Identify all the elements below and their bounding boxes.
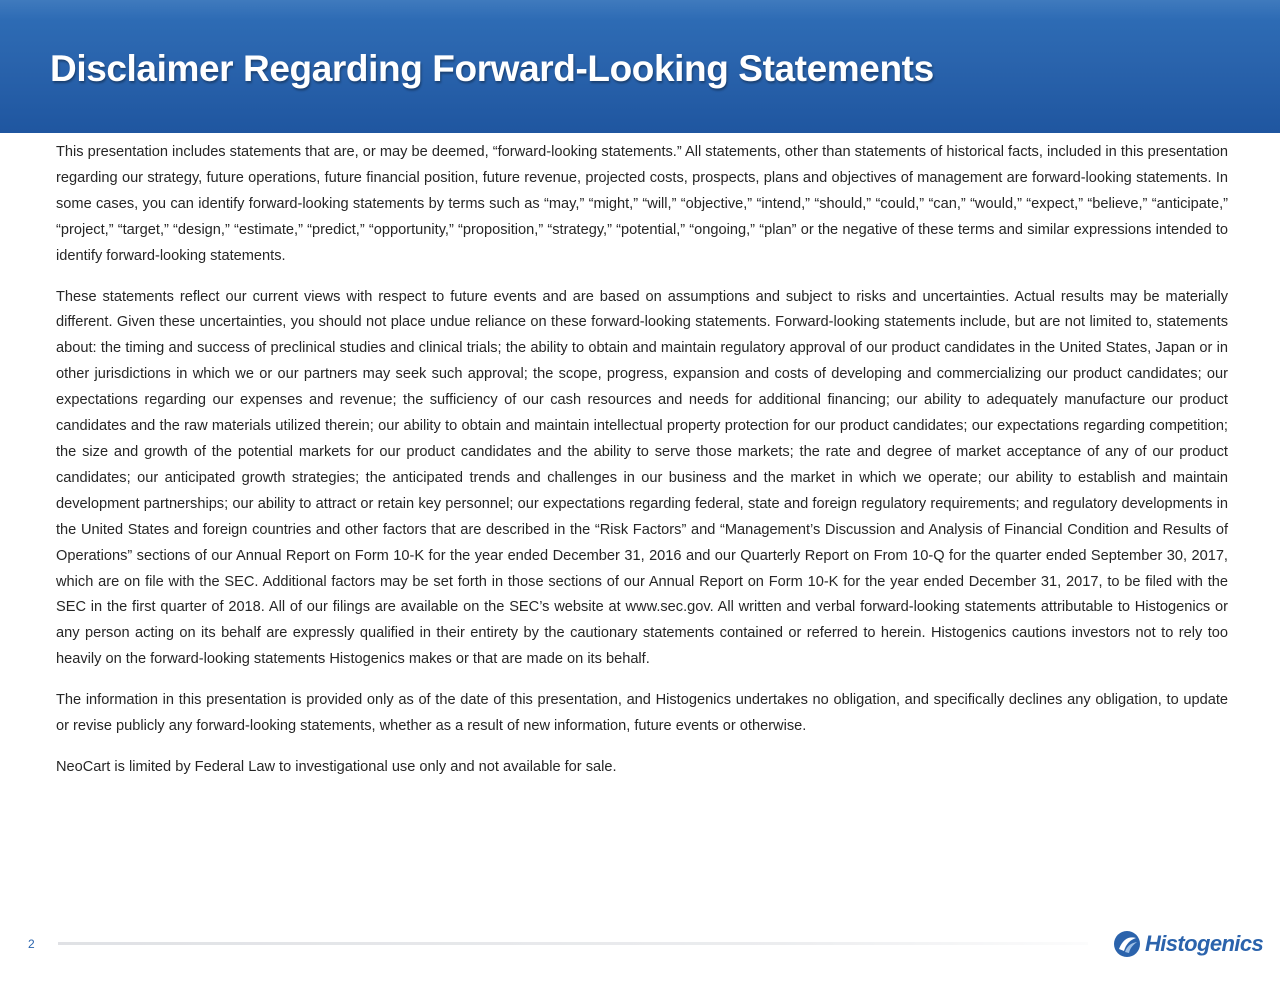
brand-name: Histogenics bbox=[1145, 931, 1264, 956]
histogenics-logo bbox=[1112, 928, 1263, 960]
intro-paragraph: This presentation includes statements that are, or may be deemed, “forward-looking statements.” All statements, other than statements of historical facts, included in this presentation regarding our strategy, future operations, future financial position, future revenue, projected costs, prospects, plans and objectives of management are forward-looking statements. In some cases, you can identify forward-looking statements by terms such as “may,” “might,” “will,” “objective,” “intend,” “should,” “could,” “can,” “would,” “expect,” “believe,” “anticipate,” “project,” “target,” “design,” “estimate,” “predict,” “opportunity,” “proposition,” “strategy,” “potential,” “ongoing,” “plan” or the negative of these terms and similar expressions intended to identify forward-looking statements. bbox=[56, 144, 1228, 264]
risk-paragraph: These statements reflect our current views with respect to future events and are based on assumptions and subject to risks and uncertainties. Actual results may be materially different. Given these uncertainties, you should not place undue reliance on these forward-looking statements. Forward-looking statements include, but are not limited to, statements about: the timing and success of preclinical studies and clinical trials; the ability to obtain and maintain regulatory approval of our product candidates in the United States, Japan or in other jurisdictions in which we or our partners may seek such approval; the scope, progress, expansion and costs of developing and commercializing our product candidates; our expectations regarding our expenses and revenue; the sufficiency of our cash resources and needs for additional financing; our ability to adequately manufacture our product candidates and the raw materials utilized therein; our ability to obtain and maintain intellectual property protection for our product candidates; our expectations regarding competition; the size and growth of the potential markets for our product candidates and the ability to serve those markets; the rate and degree of market acceptance of any of our product candidates; our anticipated growth strategies; the anticipated trends and challenges in our business and the market in which we operate; our ability to establish and maintain development partnerships; our ability to attract or retain key personnel; our expectations regarding federal, state and foreign regulatory requirements; and regulatory developments in the United States and foreign countries and other factors that are described in the “Risk Factors” and “Management’s Discussion and Analysis of Financial Condition and Results of Operations” sections of our Annual Report on Form 10-K for the year ended December 31, 2016 and our Quarterly Report on From 10-Q for the quarter ended September 30, 2017, which are on file with the SEC. Additional factors may be set forth in those sections of our Annual Report on Form 10-K for the year ended December 31, 2017, to be filed with the SEC in the first quarter of 2018. All of our filings are available on the SEC’s website at www.sec.gov. All written and verbal forward-looking statements attributable to Histogenics or any person acting on its behalf are expressly qualified in their entirety by the cautionary statements contained or referred to herein. Histogenics cautions investors not to rely too heavily on the forward-looking statements Histogenics makes or that are made on its behalf. bbox=[56, 288, 1228, 668]
neocart-notice: NeoCart is limited by Federal Law to investigational use only and not available for sale. bbox=[56, 758, 617, 775]
obligation-paragraph: The information in this presentation is provided only as of the date of this presentation, and Histogenics undertakes no obligation, and specifically declines any obligation, to update or revise publicly any forward-looking statements, whether as a result of new information, future events or otherwise. bbox=[56, 692, 1228, 735]
page-number: 2 bbox=[28, 937, 35, 951]
disclaimer-body bbox=[56, 140, 1228, 781]
slide-footer bbox=[0, 925, 1280, 989]
slide-title: Disclaimer Regarding Forward-Looking Statements bbox=[50, 48, 934, 89]
footer-divider bbox=[58, 942, 1088, 945]
title-banner bbox=[0, 0, 1280, 133]
histogenics-logo-icon bbox=[1112, 929, 1142, 959]
